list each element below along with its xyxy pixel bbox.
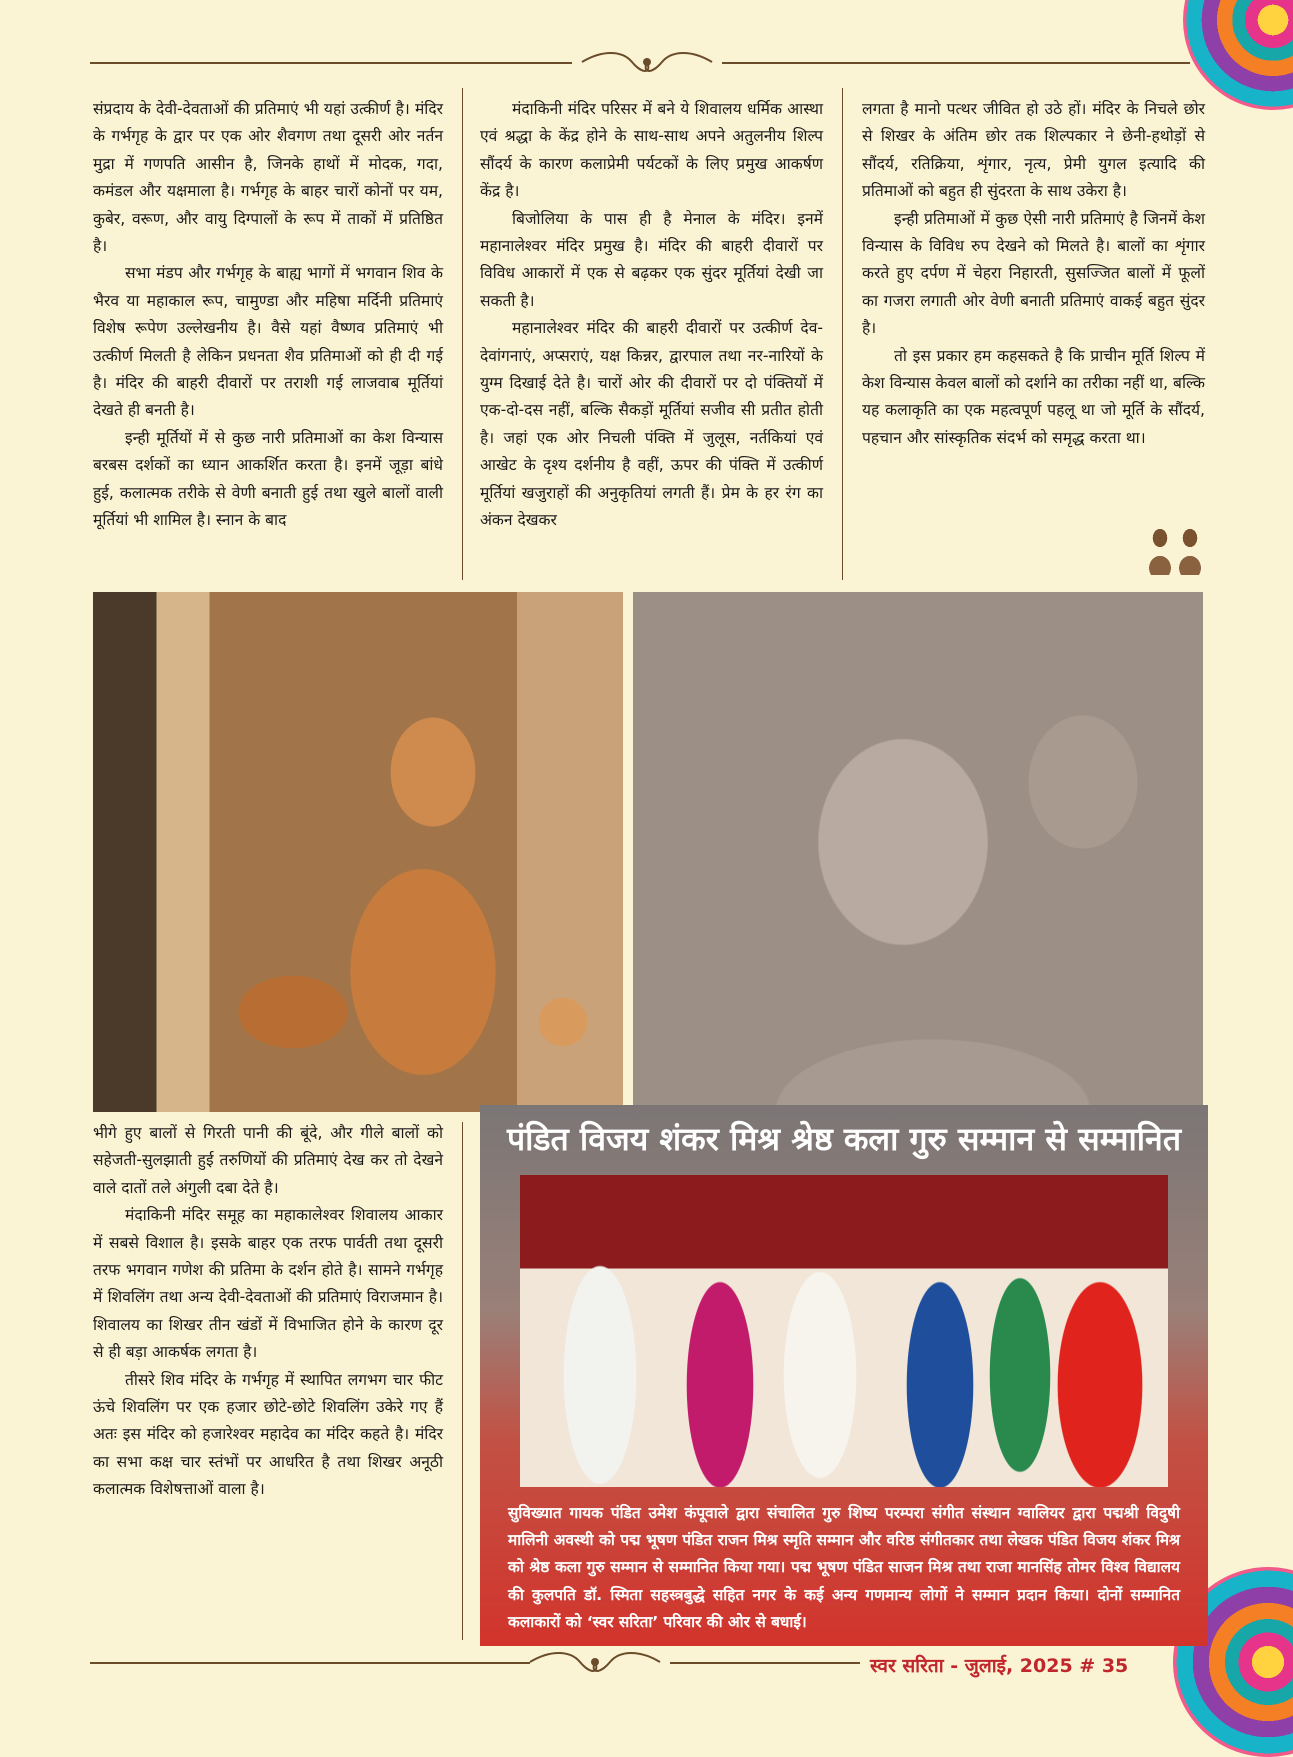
paragraph: संप्रदाय के देवी-देवताओं की प्रतिमाएं भी यहां उत्कीर्ण है। मंदिर के गर्भगृह के द्वार पर एक ओर शैवगण तथा दूसरी ओर नर्तन मुद्रा में गणपति आसीन है, जिनके हाथों में मोदक, गदा, कमंडल और यक्षमाला है। गर्भगृह के बाहर चारों कोनों पर यम, कुबेर, वरूण, और वायु दिग्पालों के रूप में ताकों में प्रतिष्ठित है। (93, 100, 443, 256)
bottom-rule (90, 1662, 530, 1664)
paragraph: मंदाकिनी मंदिर परिसर में बने ये शिवालय धर्मिक आस्था एवं श्रद्धा के केंद्र होने के साथ-साथ अपने अतुलनीय शिल्प सौंदर्य के कारण कलाप्रेमी पर्यटकों के लिए प्रमुख आकर्षण केंद्र है। (480, 100, 823, 201)
paragraph: मंदाकिनी मंदिर समूह का महाकालेश्वर शिवालय आकार में सबसे विशाल है। इसके बाहर एक तरफ पार्वती तथा दूसरी तरफ भगवान गणेश की प्रतिमा के दर्शन होते है। सामने गर्भगृह में शिवलिंग तथा अन्य देवी-देवताओं की प्रतिमाएं विराजमान है। शिवालय का शिखर तीन खंडों में विभाजित होने के कारण दूर से ही बड़ा आकर्षक लगता है। (93, 1206, 443, 1362)
paragraph: इन्ही मूर्तियों में से कुछ नारी प्रतिमाओं का केश विन्यास बरबस दर्शकों का ध्यान आकर्शित करता है। इनमें जूड़ा बांधे हुई, कलात्मक तरीके से वेणी बनाती हुई तथा खुले बालों वाली मूर्तियां भी शामिल है। स्नान के बाद (93, 428, 443, 530)
paragraph: इन्ही प्रतिमाओं में कुछ ऐसी नारी प्रतिमाएं है जिनमें केश विन्यास के विविध रुप देखने को मिलते है। बालों का शृंगार करते हुए दर्पण में चेहरा निहारती, सुसज्जित बालों में फूलों का गजरा लगाती ओर वेणी बनाती प्रतिमाएं वाकई बहुत सुंदर है। (862, 209, 1205, 338)
paragraph: भीगे हुए बालों से गिरती पानी की बूंदे, और गीले बालों को सहेजती-सुलझाती हुई तरुणियों की प्रतिमाएं देख कर तो देखने वाले दातों तले अंगुली दबा देते है। (93, 1124, 443, 1197)
ornament-icon (572, 50, 722, 74)
bust-sculpture-icon (1140, 520, 1210, 575)
column-divider (842, 88, 843, 580)
paragraph: सभा मंडप और गर्भगृह के बाह्य भागों में भगवान शिव के भैरव या महाकाल रूप, चामुण्डा और महिषा मर्दिनी प्रतिमाएं विशेष रूपेण उल्लेखनीय है। वैसे यहां वैष्णव प्रतिमाएं भी उत्कीर्ण मिलती है लेकिन प्रधनता शैव प्रतिमाओं को ही दी गई है। मंदिर की बाहरी दीवारों पर तराशी गई लाजवाब मूर्तियां देखते ही बनती है। (93, 264, 443, 420)
sandstone-sculpture-photo (93, 592, 623, 1112)
column-2-top (480, 96, 823, 535)
column-1-top (93, 96, 443, 535)
column-3-top (862, 96, 1205, 452)
column-divider (462, 88, 463, 580)
page-footer: स्वर सरिता - जुलाई, 2025 # 35 (870, 1655, 1129, 1677)
stone-face-sculpture-photo (633, 592, 1203, 1112)
column-1-bottom (93, 1120, 443, 1504)
news-box (480, 1105, 1208, 1646)
ornament-icon (520, 1650, 670, 1674)
news-caption: सुविख्यात गायक पंडित उमेश कंपूवाले द्वारा संचालित गुरु शिष्य परम्परा संगीत संस्थान ग्वालियर द्वारा पद्मश्री विदुषी मालिनी अवस्थी को पद्म भूषण पंडित राजन मिश्र स्मृति सम्मान और वरिष्ठ संगीतकार तथा लेखक पंडित विजय शंकर मिश्र को श्रेष्ठ कला गुरु सम्मान से सम्मानित किया गया। पद्म भूषण पंडित साजन मिश्र तथा राजा मानसिंह तोमर विश्व विद्यालय की कुलपति डॉ. स्मिता सहस्त्रबुद्धे सहित नगर के कई अन्य गणमान्य लोगों ने सम्मान प्रदान किया। दोनों सम्मानित कलाकारों को ‘स्वर सरिता’ परिवार की ओर से बधाई। (508, 1504, 1180, 1631)
news-title: पंडित विजय शंकर मिश्र श्रेष्ठ कला गुरु सम्मान से सम्मानित (506, 1120, 1182, 1158)
paragraph: तो इस प्रकार हम कहसकते है कि प्राचीन मूर्ति शिल्प में केश विन्यास केवल बालों को दर्शाने का तरीका नहीं था, बल्कि यह कलाकृति का एक महत्वपूर्ण पहलू था जो मूर्ति के सौंदर्य, पहचान और सांस्कृतिक संदर्भ को समृद्ध करता था। (862, 346, 1205, 447)
mandala-decoration-icon (1183, 0, 1293, 110)
paragraph: तीसरे शिव मंदिर के गर्भगृह में स्थापित लगभग चार फीट ऊंचे शिवलिंग पर एक हजार छोटे-छोटे शिवलिंग उकेरे गए हैं अतः इस मंदिर को हजारेश्वर महादेव का मंदिर कहते है। मंदिर का सभा कक्ष चार स्तंभों पर आधरित है तथा शिखर अनूठी कलात्मक विशेषत्ताओं वाला है। (93, 1370, 443, 1499)
bottom-rule (670, 1662, 860, 1664)
award-ceremony-photo (520, 1175, 1168, 1487)
paragraph: महानालेश्वर मंदिर की बाहरी दीवारों पर उत्कीर्ण देव-देवांगनाएं, अप्सराएं, यक्ष किन्नर, द्वारपाल तथा नर-नारियों के युग्म दिखाई देते है। चारों ओर की दीवारों पर दो पंक्तियों में एक-दो-दस नहीं, बल्कि सैकड़ों मूर्तियां सजीव सी प्रतीत होती है। जहां एक ओर निचली पंक्ति में जुलूस, नर्तकियां एवं आखेट के दृश्य दर्शनीय है वहीं, ऊपर की पंक्ति में उत्कीर्ण मूर्तियां खजुराहों की अनुकृतियां लगती हैं। प्रेम के हर रंग का अंकन देखकर (480, 319, 823, 530)
paragraph: बिजोलिया के पास ही है मेनाल के मंदिर। इनमें महानालेश्वर मंदिर प्रमुख है। मंदिर की बाहरी दीवारों पर विविध आकारों में एक से बढ़कर एक सुंदर मूर्तियां देखी जा सकती है। (480, 209, 823, 310)
column-divider (462, 1122, 463, 1640)
paragraph: लगता है मानो पत्थर जीवित हो उठे हों। मंदिर के निचले छोर से शिखर के अंतिम छोर तक शिल्पकार ने छेनी-हथोड़ों से सौंदर्य, रतिक्रिया, शृंगार, नृत्य, प्रेमी युगल इत्यादि की प्रतिमाओं को बहुत ही सुंदरता के साथ उकेरा है। (862, 100, 1205, 201)
